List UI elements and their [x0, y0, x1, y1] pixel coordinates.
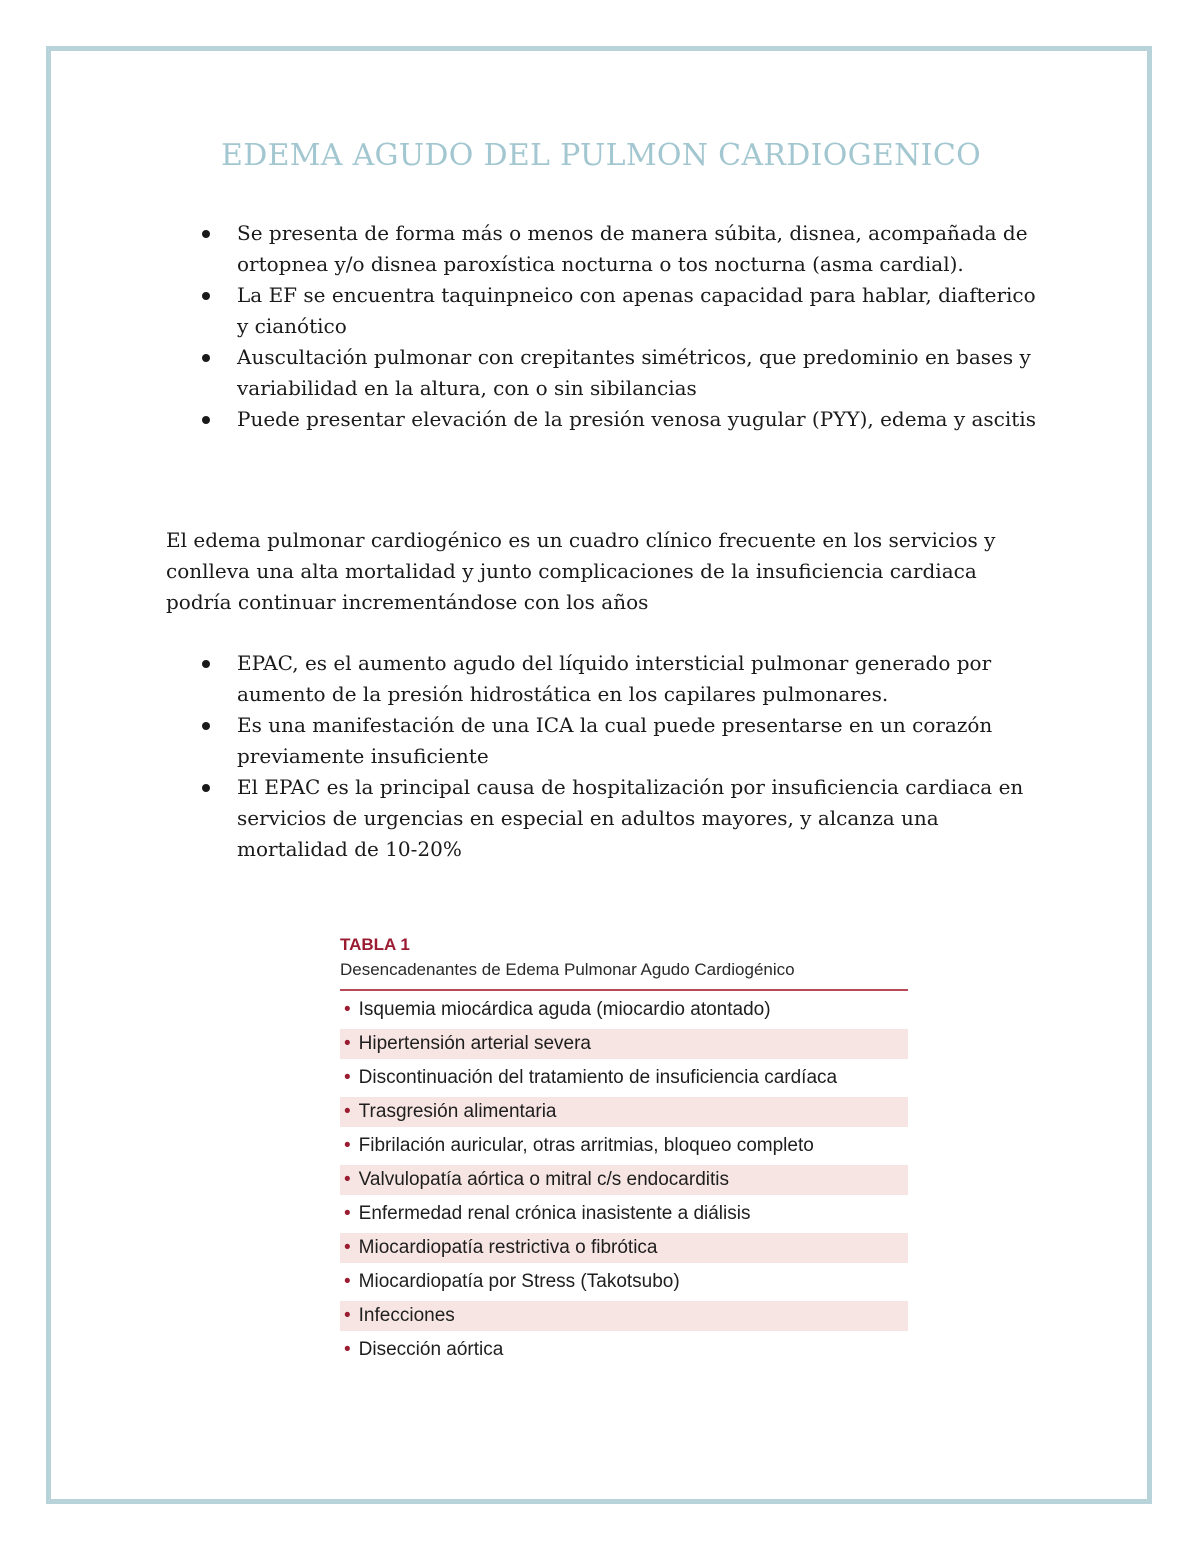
table-row	[340, 995, 908, 1025]
table-row-text: Hipertensión arterial severa	[358, 1033, 591, 1054]
bullet-text: Es una manifestación de una ICA la cual puede presentarse en un corazón previamente insuficiente	[237, 713, 993, 768]
row-bullet-icon: •	[344, 1033, 351, 1054]
bullet-dot-icon	[202, 230, 210, 238]
table-caption: Desencadenantes de Edema Pulmonar Agudo Cardiogénico	[340, 960, 795, 979]
table-row	[340, 1097, 908, 1127]
row-bullet-icon: •	[344, 1339, 351, 1360]
bullet-text: Auscultación pulmonar con crepitantes simétricos, que predominio en bases y variabilidad en la altura, con o sin sibilancias	[237, 345, 1031, 400]
bullet-item	[202, 280, 1036, 342]
table-row-text: Miocardiopatía por Stress (Takotsubo)	[358, 1271, 680, 1292]
bullet-item	[202, 648, 1036, 710]
table-row-text: Disección aórtica	[358, 1339, 504, 1360]
bullet-dot-icon	[202, 354, 210, 362]
bullet-dot-icon	[202, 292, 210, 300]
table-label: TABLA 1	[340, 935, 410, 954]
table-row	[340, 1165, 908, 1195]
table-figure	[340, 935, 908, 1369]
bullet-item	[202, 404, 1036, 435]
bullet-text: El EPAC es la principal causa de hospitalización por insuficiencia cardiaca en servicios de urgencias en especial en adultos mayores, y alcanza una mortalidad de 10-20%	[237, 775, 1024, 861]
bullet-item	[202, 710, 1036, 772]
bullet-item	[202, 218, 1036, 280]
table-divider	[340, 989, 908, 991]
table-row-text: Discontinuación del tratamiento de insuficiencia cardíaca	[358, 1067, 838, 1088]
table-row	[340, 1335, 908, 1365]
row-bullet-icon: •	[344, 1271, 351, 1292]
table-row-text: Enfermedad renal crónica inasistente a diálisis	[358, 1203, 751, 1224]
table-row-text: Fibrilación auricular, otras arritmias, bloqueo completo	[358, 1135, 814, 1156]
row-bullet-icon: •	[344, 1203, 351, 1224]
table-row	[340, 1029, 908, 1059]
table-rows	[340, 995, 908, 1365]
table-row-text: Trasgresión alimentaria	[358, 1101, 557, 1122]
bullet-dot-icon	[202, 784, 210, 792]
table-row	[340, 1199, 908, 1229]
row-bullet-icon: •	[344, 1101, 351, 1122]
bullet-text: Puede presentar elevación de la presión venosa yugular (PYY), edema y ascitis	[237, 407, 1036, 431]
table-row	[340, 1301, 908, 1331]
table-row	[340, 1063, 908, 1093]
bullet-dot-icon	[202, 722, 210, 730]
table-row	[340, 1267, 908, 1297]
bullet-text: La EF se encuentra taquinpneico con apenas capacidad para hablar, diafterico y cianótico	[237, 283, 1036, 338]
bullet-dot-icon	[202, 416, 210, 424]
bullet-list-epac	[202, 648, 1036, 865]
document-title: EDEMA AGUDO DEL PULMON CARDIOGENICO	[221, 138, 981, 173]
bullet-text: EPAC, es el aumento agudo del líquido intersticial pulmonar generado por aumento de la presión hidrostática en los capilares pulmonares.	[237, 651, 992, 706]
table-row-text: Infecciones	[358, 1305, 455, 1326]
row-bullet-icon: •	[344, 1237, 351, 1258]
bullet-list-symptoms	[202, 218, 1036, 435]
row-bullet-icon: •	[344, 1169, 351, 1190]
table-row	[340, 1233, 908, 1263]
table-row	[340, 1131, 908, 1161]
bullet-item	[202, 772, 1036, 865]
bullet-item	[202, 342, 1036, 404]
table-row-text: Miocardiopatía restrictiva o fibrótica	[358, 1237, 658, 1258]
table-row-text: Valvulopatía aórtica o mitral c/s endocarditis	[358, 1169, 729, 1190]
bullet-dot-icon	[202, 660, 210, 668]
table-row-text: Isquemia miocárdica aguda (miocardio atontado)	[358, 999, 771, 1020]
row-bullet-icon: •	[344, 1067, 351, 1088]
body-paragraph: El edema pulmonar cardiogénico es un cuadro clínico frecuente en los servicios y conlleva una alta mortalidad y junto complicaciones de la insuficiencia cardiaca podría continuar incrementándose con los años	[166, 528, 996, 614]
row-bullet-icon: •	[344, 1135, 351, 1156]
row-bullet-icon: •	[344, 1305, 351, 1326]
row-bullet-icon: •	[344, 999, 351, 1020]
bullet-text: Se presenta de forma más o menos de manera súbita, disnea, acompañada de ortopnea y/o disnea paroxística nocturna o tos nocturna (asma cardial).	[237, 221, 1028, 276]
